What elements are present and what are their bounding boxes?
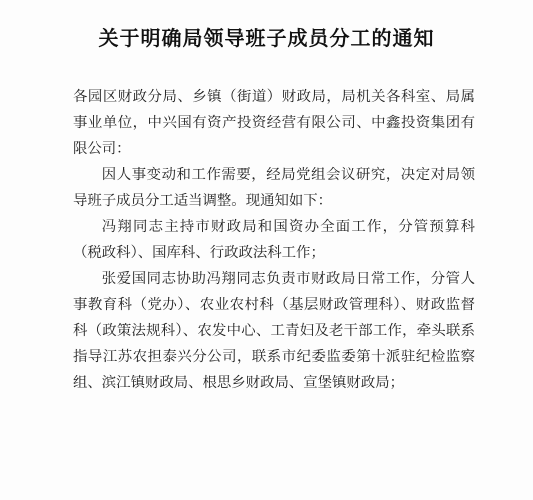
- intro-paragraph: 因人事变动和工作需要，经局党组会议研究，决定对局领导班子成员分工适当调整。现通知如下：: [73, 167, 475, 209]
- document-body: [73, 84, 475, 396]
- assignment-paragraph-feng: 冯翔同志主持市财政局和国资办全面工作，分管预算科（税政科）、国库科、行政政法科工作；: [73, 219, 475, 261]
- document-title: 关于明确局领导班子成员分工的通知: [98, 26, 435, 50]
- addressee-paragraph: 各园区财政分局、乡镇（街道）财政局，局机关各科室、局属事业单位，中兴国有资产投资经营有限公司、中鑫投资集团有限公司：: [73, 89, 475, 157]
- assignment-paragraph-zhang: 张爱国同志协助冯翔同志负责市财政局日常工作，分管人事教育科（党办）、农业农村科（基层财政管理科）、财政监督科（政策法规科）、农发中心、工青妇及老干部工作，牵头联系指导江苏农担泰兴分公司，联系市纪委监委第十派驻纪检监察组、滨江镇财政局、根思乡财政局、宣堡镇财政局；: [73, 271, 475, 391]
